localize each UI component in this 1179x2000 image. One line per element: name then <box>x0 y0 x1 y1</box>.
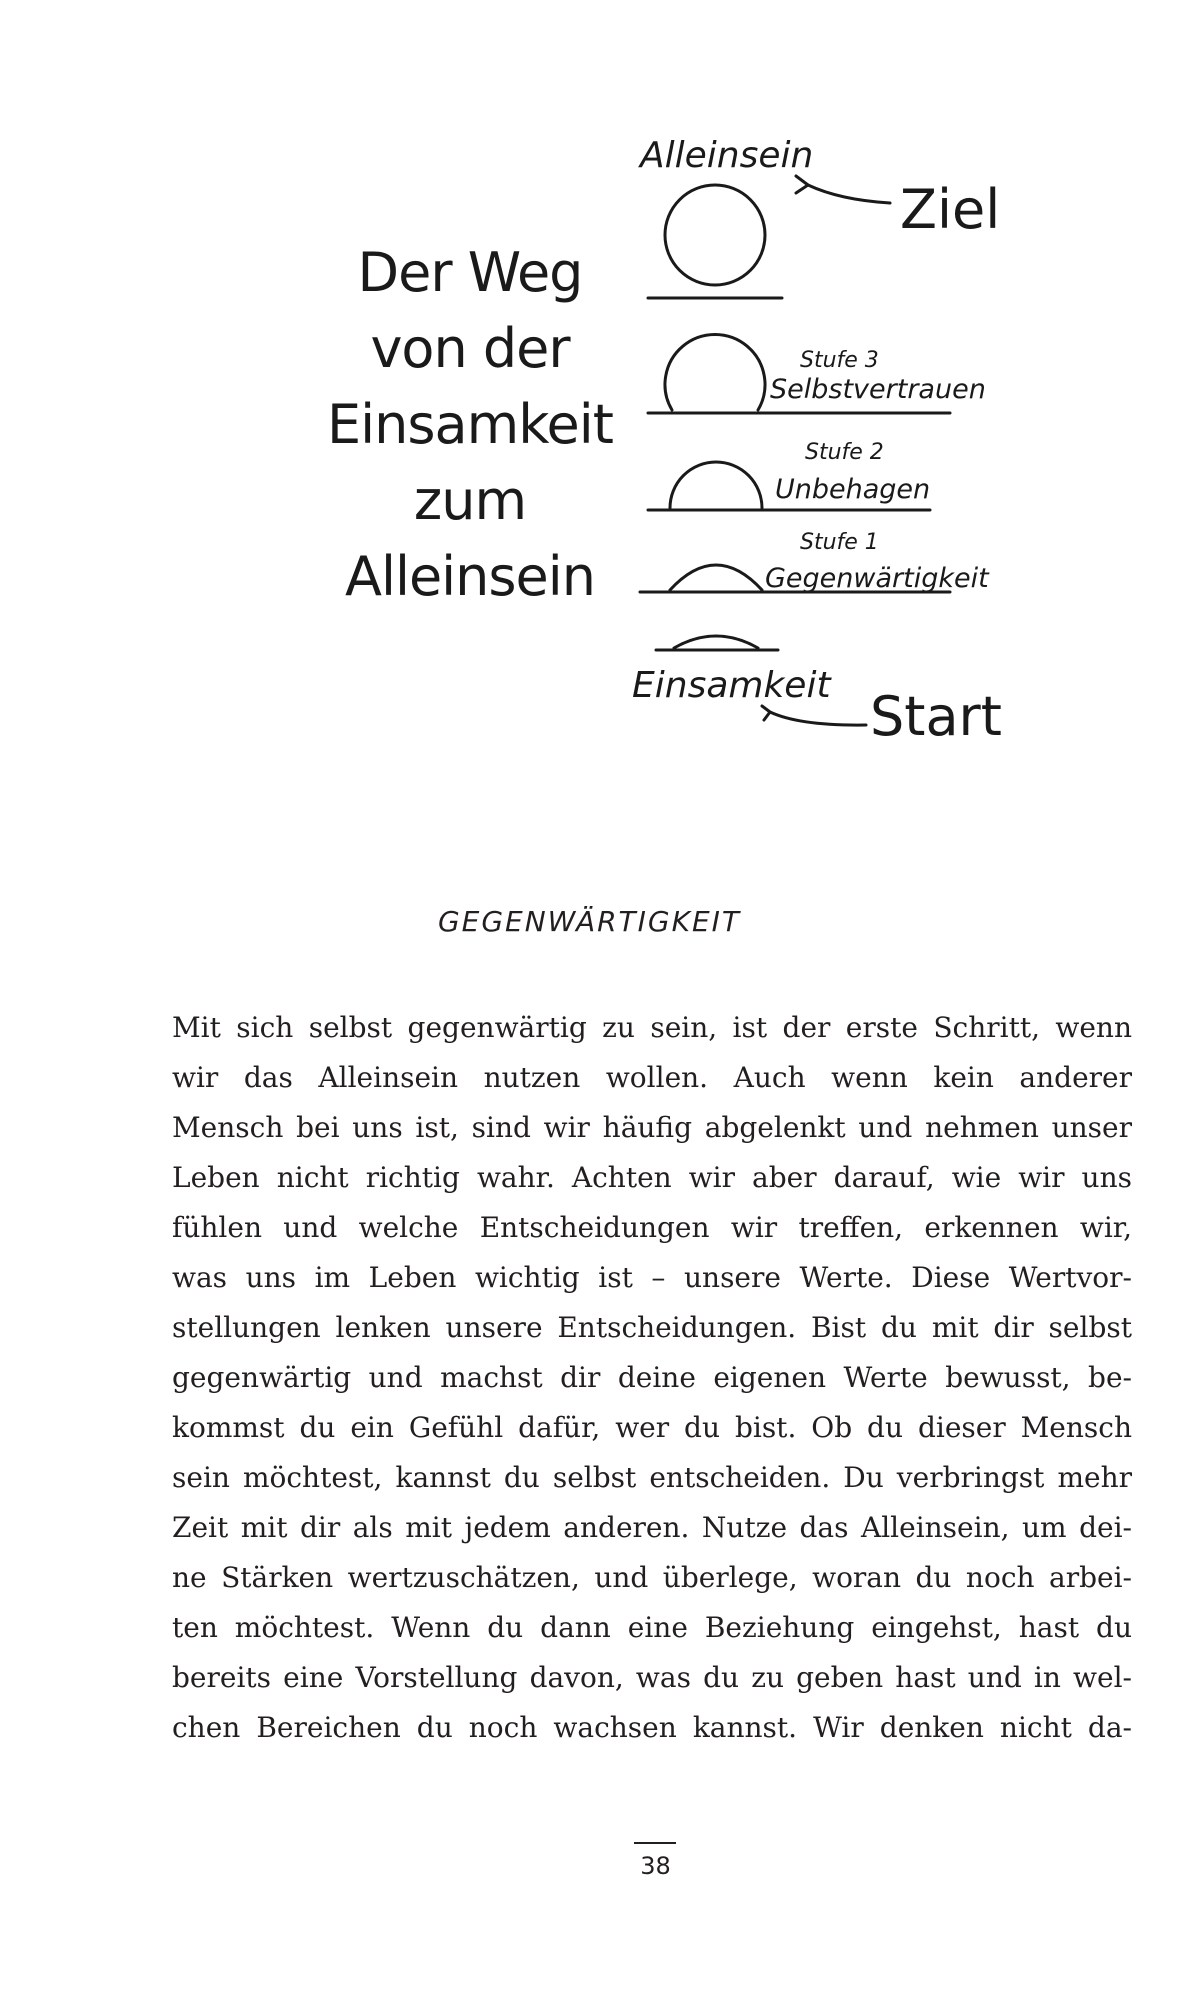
text-line: bereits eine Vorstellung davon, was du zu geben hast und in wel- <box>172 1661 1132 1694</box>
page-number: 38 <box>640 1852 671 1880</box>
text-line: gegenwärtig und machst dir deine eigenen Werte bewusst, be- <box>172 1361 1132 1394</box>
title-line-5: Alleinsein <box>345 545 595 608</box>
stage-3-name: Selbstvertrauen <box>770 374 986 405</box>
arrow-goal <box>808 185 890 203</box>
circle-stage-1 <box>670 565 762 590</box>
circle-stage-3 <box>665 334 765 410</box>
section-heading: GEGENWÄRTIGKEIT <box>437 905 742 938</box>
circle-loneliness <box>674 636 758 648</box>
text-line: sein möchtest, kannst du selbst entscheiden. Du verbringst mehr <box>172 1461 1132 1494</box>
stage-2-step: Stufe 2 <box>805 440 884 465</box>
text-line: kommst du ein Gefühl dafür, wer du bist. Ob du dieser Mensch <box>172 1411 1132 1444</box>
title-line-2: von der <box>370 317 570 380</box>
text-line: was uns im Leben wichtig ist – unsere Werte. Diese Wertvor- <box>172 1261 1132 1294</box>
body-paragraph <box>172 1003 1132 1753</box>
stage-1-step: Stufe 1 <box>800 530 879 555</box>
circle-stage-2 <box>670 462 762 508</box>
bottom-label: Einsamkeit <box>632 665 831 706</box>
diagram-title <box>290 235 650 615</box>
text-line: Zeit mit dir als mit jedem anderen. Nutze das Alleinsein, um dei- <box>172 1511 1132 1544</box>
text-line: ne Stärken wertzuschätzen, und überlege, woran du noch arbei- <box>172 1561 1132 1594</box>
text-line: Mit sich selbst gegenwärtig zu sein, ist der erste Schritt, wenn <box>172 1011 1132 1044</box>
stage-1-name: Gegenwärtigkeit <box>765 563 989 594</box>
title-line-4: zum <box>413 469 527 532</box>
goal-label: Ziel <box>900 178 1001 241</box>
arrow-start <box>770 712 866 725</box>
title-line-1: Der Weg <box>357 241 583 304</box>
stage-3-step: Stufe 3 <box>800 348 879 373</box>
top-label: Alleinsein <box>640 135 814 176</box>
page-number-rule <box>634 1842 676 1844</box>
text-line: ten möchtest. Wenn du dann eine Beziehung eingehst, hast du <box>172 1611 1132 1644</box>
circle-goal <box>665 185 765 285</box>
text-line: Leben nicht richtig wahr. Achten wir aber darauf, wie wir uns <box>172 1161 1132 1194</box>
text-line: wir das Alleinsein nutzen wollen. Auch wenn kein anderer <box>172 1061 1132 1094</box>
text-line: Mensch bei uns ist, sind wir häufig abgelenkt und nehmen unser <box>172 1111 1132 1144</box>
start-label: Start <box>870 685 1002 748</box>
text-line: stellungen lenken unsere Entscheidungen. Bist du mit dir selbst <box>172 1311 1132 1344</box>
stage-2-name: Unbehagen <box>775 474 931 505</box>
title-line-3: Einsamkeit <box>327 393 613 456</box>
text-line: fühlen und welche Entscheidungen wir treffen, erkennen wir, <box>172 1211 1132 1244</box>
stages-diagram <box>0 0 1179 800</box>
text-line: chen Bereichen du noch wachsen kannst. Wir denken nicht da- <box>172 1711 1132 1744</box>
